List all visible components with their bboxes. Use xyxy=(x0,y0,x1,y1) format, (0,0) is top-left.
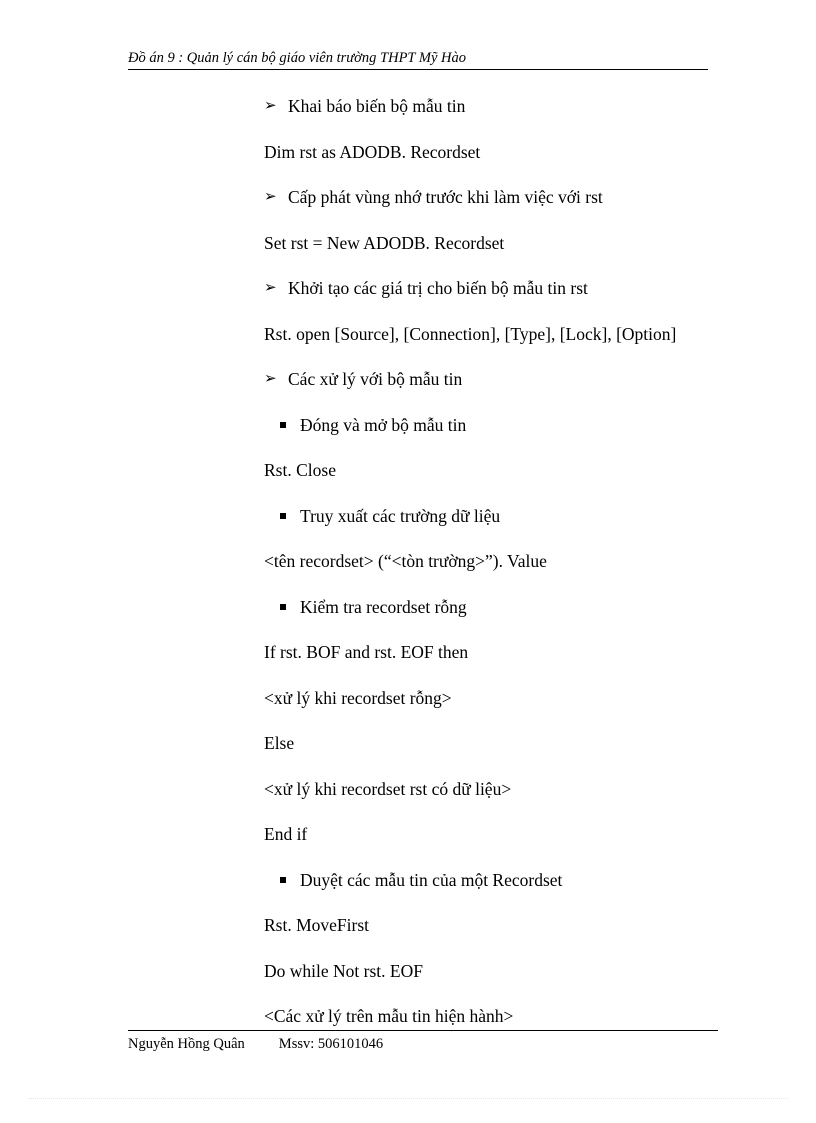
code-line: Set rst = New ADODB. Recordset xyxy=(264,233,505,253)
code-line: Rst. Close xyxy=(264,460,336,480)
code-line: Else xyxy=(264,733,295,753)
bullet-recordset-operations: ➢ Các xử lý với bộ mẫu tin xyxy=(264,369,463,389)
arrow-bullet-icon: ➢ xyxy=(264,371,277,387)
subbullet-iterate-records: Duyệt các mẫu tin của một Recordset xyxy=(264,869,562,891)
header-title: Đồ án 9 : Quản lý cán bộ giáo viên trường THPT Mỹ Hào xyxy=(128,50,466,66)
page-edge-divider xyxy=(28,1098,788,1099)
code-line: Do while Not rst. EOF xyxy=(264,961,423,981)
page-header xyxy=(128,49,708,70)
subbullet-check-empty: Kiểm tra recordset rỗng xyxy=(264,596,467,618)
bullet-initialize-values: ➢ Khởi tạo các giá trị cho biến bộ mẫu tin rst xyxy=(264,278,588,298)
subbullet-access-fields: Truy xuất các trường dữ liệu xyxy=(264,505,500,527)
square-bullet-icon xyxy=(280,422,286,428)
page-footer xyxy=(128,1035,383,1053)
footer-student-id: Mssv: 506101046 xyxy=(278,1036,384,1052)
square-bullet-icon xyxy=(280,604,286,610)
code-line: Rst. open [Source], [Connection], [Type], [Lock], [Option] xyxy=(264,324,677,344)
code-line: If rst. BOF and rst. EOF then xyxy=(264,642,469,662)
square-bullet-icon xyxy=(280,877,286,883)
arrow-bullet-icon: ➢ xyxy=(264,280,277,296)
code-line: Dim rst as ADODB. Recordset xyxy=(264,142,481,162)
code-line: Rst. MoveFirst xyxy=(264,915,370,935)
code-line: End if xyxy=(264,824,308,844)
code-line: <xử lý khi recordset rst có dữ liệu> xyxy=(264,779,512,799)
footer-rule xyxy=(128,1030,718,1031)
bullet-allocate-memory: ➢ Cấp phát vùng nhớ trước khi làm việc với rst xyxy=(264,187,603,207)
bullet-declare-recordset: ➢ Khai báo biến bộ mẫu tin xyxy=(264,96,466,116)
code-line: <tên recordset> (“<tòn trường>”). Value xyxy=(264,551,547,571)
arrow-bullet-icon: ➢ xyxy=(264,189,277,205)
code-line: <Các xử lý trên mẫu tin hiện hành> xyxy=(264,1006,514,1026)
footer-author: Nguyễn Hồng Quân xyxy=(128,1036,245,1052)
arrow-bullet-icon: ➢ xyxy=(264,98,277,114)
subbullet-open-close: Đóng và mở bộ mẫu tin xyxy=(264,414,466,436)
square-bullet-icon xyxy=(280,513,286,519)
code-line: <xử lý khi recordset rỗng> xyxy=(264,688,452,708)
